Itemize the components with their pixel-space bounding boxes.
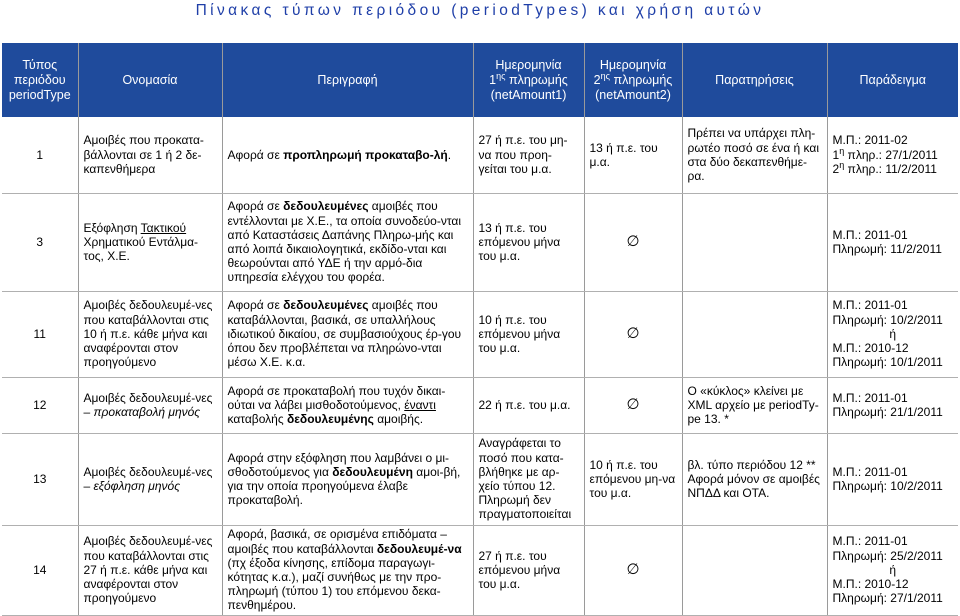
table-row (2, 525, 958, 615)
cell-notes: Ο «κύκλος» κλείνει με XML αρχείο με periodTy-pe 13. * (682, 377, 827, 433)
table-row (2, 377, 958, 433)
cell-description: Αφορά, βασικά, σε ορισμένα επιδόματα – αμοιβές που καταβάλλονται δεδουλευμέ-να (πχ έξοδα κίνησης, επίδομα παραγωγι-κότητας κ.α.), μαζί συνήθως με την προ-πληρωμή (τύπου 1) του επόμενου δεκα-πενθημέρου. (222, 525, 473, 615)
cell-name: Αμοιβές δεδουλευμέ-νες – προκαταβολή μηνός (78, 377, 222, 433)
cell-date1: Αναγράφεται το ποσό που κατα-βλήθηκε με αρ-χείο τύπου 12. Πληρωμή δεν πραγματοποιείται (473, 433, 584, 525)
cell-description: Αφορά στην εξόφληση που λαμβάνει ο μι-σθοδοτούμενος για δεδουλευμένη αμοι-βή, για την οποία προηγούμενα έλαβε προκαταβολή. (222, 433, 473, 525)
cell-name: Αμοιβές δεδουλευμέ-νες που καταβάλλονται στις 10 ή π.ε. κάθε μήνα και αναφέρονται στον προηγούμενο (78, 291, 222, 377)
cell-notes (682, 193, 827, 291)
cell-date1: 10 ή π.ε. του επόμενου μήνα του μ.α. (473, 291, 584, 377)
cell-name: Αμοιβές δεδουλευμέ-νες – εξόφληση μηνός (78, 433, 222, 525)
cell-description: Αφορά σε δεδουλευμένες αμοιβές που εντέλλονται με Χ.Ε., τα οποία συνοδεύο-νται από Καταστάσεις Δαπάνης Πληρω-μής και από λοιπά δικαιολογητικά, εκδίδο-νται και θεωρούνται από ΥΔΕ ή την αρμό-δια υπηρεσία ελέγχου του φορέα. (222, 193, 473, 291)
empty-set-icon: ∅ (584, 377, 682, 433)
cell-example: Μ.Π.: 2011-01 Πληρωμή: 10/2/2011 ή Μ.Π.: 2010-12 Πληρωμή: 10/1/2011 (827, 291, 958, 377)
cell-date1: 27 ή π.ε. του επόμενου μήνα του μ.α. (473, 525, 584, 615)
header-date2: Ημερομηνία $2^{\eta\varsigma}$ πληρωμής (netAmount2) (584, 43, 682, 117)
cell-date2: 13 ή π.ε. του μ.α. (584, 117, 682, 193)
cell-notes (682, 291, 827, 377)
cell-date2: 10 ή π.ε. του επόμενου μη-να του μ.α. (584, 433, 682, 525)
empty-set-icon: ∅ (584, 193, 682, 291)
cell-type: 3 (2, 193, 78, 291)
period-types-table (2, 43, 958, 616)
empty-set-icon: ∅ (584, 291, 682, 377)
cell-type: 12 (2, 377, 78, 433)
empty-set-icon: ∅ (584, 525, 682, 615)
cell-description: Αφορά σε προπληρωμή προκαταβο-λή. (222, 117, 473, 193)
cell-type: 14 (2, 525, 78, 615)
cell-date1: 22 ή π.ε. του μ.α. (473, 377, 584, 433)
cell-example: Μ.Π.: 2011-01 Πληρωμή: 11/2/2011 (827, 193, 958, 291)
table-row (2, 193, 958, 291)
cell-type: 11 (2, 291, 78, 377)
cell-notes: Πρέπει να υπάρχει πλη-ρωτέο ποσό σε ένα ή και στα δύο δεκαπενθήμε-ρα. (682, 117, 827, 193)
header-name: Ονομασία (78, 43, 222, 117)
table-row (2, 433, 958, 525)
cell-description: Αφορά σε προκαταβολή που τυχόν δικαι-ούται να λάβει μισθοδοτούμενος, έναντι καταβολής δεδουλευμένης αμοιβής. (222, 377, 473, 433)
cell-date1: 13 ή π.ε. του επόμενου μήνα του μ.α. (473, 193, 584, 291)
cell-notes (682, 525, 827, 615)
table-header-row (2, 43, 958, 117)
cell-name: Αμοιβές δεδουλευμέ-νες που καταβάλλονται στις 27 ή π.ε. κάθε μήνα και αναφέρονται στον προηγούμενο (78, 525, 222, 615)
cell-type: 13 (2, 433, 78, 525)
cell-date1: 27 ή π.ε. του μη-να που προη-γείται του μ.α. (473, 117, 584, 193)
cell-notes: βλ. τύπο περιόδου 12 ** Αφορά μόνον σε αμοιβές ΝΠΔΔ και ΟΤΑ. (682, 433, 827, 525)
cell-description: Αφορά σε δεδουλευμένες αμοιβές που καταβάλλονται, βασικά, σε υπαλλήλους ιδιωτικού δικαίου, σε συμβασιούχους έρ-γου όπου δεν προβλέπεται να πληρώνο-νται μέσω Χ.Ε. κ.α. (222, 291, 473, 377)
cell-name: Αμοιβές που προκατα-βάλλονται σε 1 ή 2 δε-καπενθήμερα (78, 117, 222, 193)
table-row (2, 291, 958, 377)
cell-example: Μ.Π.: 2011-02 $1^\eta$ πληρ.: 27/1/2011 $2^\eta$ πληρ.: 11/2/2011 (827, 117, 958, 193)
header-type: Τύπος περιόδου periodType (2, 43, 78, 117)
cell-name: Εξόφληση Τακτικού Χρηματικού Εντάλμα-τος, Χ.Ε. (78, 193, 222, 291)
header-notes: Παρατηρήσεις (682, 43, 827, 117)
cell-example: Μ.Π.: 2011-01 Πληρωμή: 10/2/2011 (827, 433, 958, 525)
table-row (2, 117, 958, 193)
page-title: Πίνακας τύπων περιόδου (periodTypes) και χρήση αυτών (195, 2, 765, 19)
header-example: Παράδειγμα (827, 43, 958, 117)
cell-example: Μ.Π.: 2011-01 Πληρωμή: 21/1/2011 (827, 377, 958, 433)
cell-example: Μ.Π.: 2011-01 Πληρωμή: 25/2/2011 ή Μ.Π.: 2010-12 Πληρωμή: 27/1/2011 (827, 525, 958, 615)
cell-type: 1 (2, 117, 78, 193)
header-description: Περιγραφή (222, 43, 473, 117)
header-date1: Ημερομηνία $1^{\eta\varsigma}$ πληρωμής (netAmount1) (473, 43, 584, 117)
